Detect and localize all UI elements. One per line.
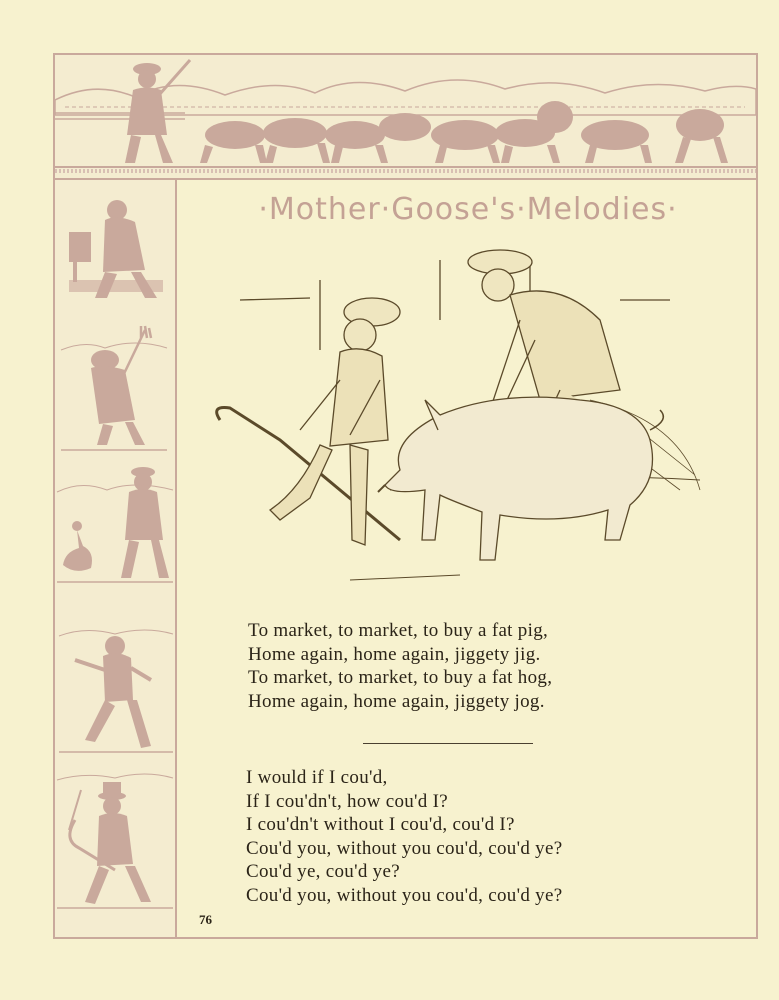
verse-line: Cou'd you, without you cou'd, cou'd ye? bbox=[246, 884, 563, 906]
engraving-illustration bbox=[200, 240, 730, 600]
verse-1 bbox=[248, 619, 552, 713]
left-ornament-band bbox=[55, 180, 177, 937]
verse-line: Cou'd you, without you cou'd, cou'd ye? bbox=[246, 837, 563, 859]
page-number: 76 bbox=[199, 912, 212, 927]
verse-line: Cou'd ye, cou'd ye? bbox=[246, 861, 400, 882]
page-title: ·Mother·Goose's·Melodies· bbox=[258, 192, 678, 227]
verse-line: If I cou'dn't, how cou'd I? bbox=[246, 790, 448, 812]
verse-line: Home again, home again, jiggety jog. bbox=[248, 690, 545, 712]
verse-line: Home again, home again, jiggety jig. bbox=[248, 643, 541, 665]
verse-line: To market, to market, to buy a fat hog, bbox=[248, 667, 553, 688]
herd-of-pigs-silhouette-icon bbox=[55, 55, 756, 178]
verse-2 bbox=[246, 766, 562, 907]
verse-divider bbox=[363, 743, 533, 744]
verse-line: I cou'dn't without I cou'd, cou'd I? bbox=[246, 814, 515, 835]
boy-and-man-riding-pig-illustration-icon bbox=[200, 240, 730, 600]
verse-line: I would if I cou'd, bbox=[246, 767, 388, 788]
top-ornament-band bbox=[55, 55, 756, 180]
side-vignettes bbox=[55, 180, 175, 937]
verse-line: To market, to market, to buy a fat pig, bbox=[248, 620, 549, 641]
